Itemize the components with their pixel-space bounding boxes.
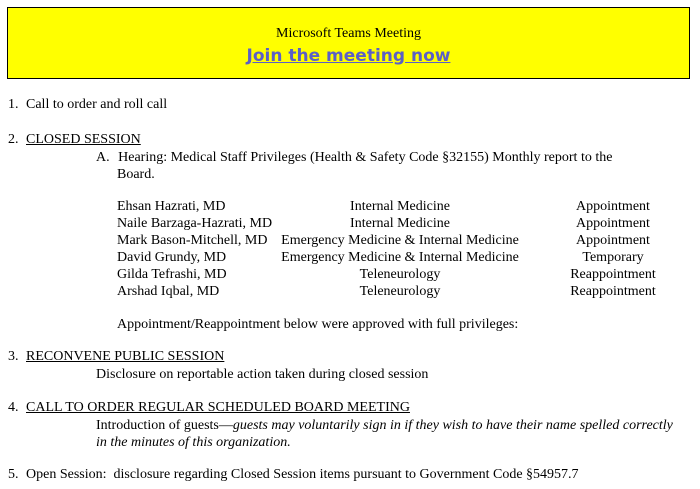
- hearing-description: (Health & Safety Code §32155) Monthly report to the: [306, 150, 613, 165]
- open-session-label: Open Session:: [26, 467, 107, 482]
- guests-intro-text: Introduction of guests—: [96, 418, 233, 433]
- staff-status: Temporary: [582, 250, 644, 265]
- item-number: 5.: [8, 467, 19, 482]
- staff-specialty: Emergency Medicine & Internal Medicine: [281, 233, 519, 248]
- banner-title: Microsoft Teams Meeting: [276, 26, 421, 41]
- staff-status: Reappointment: [570, 284, 656, 299]
- hearing-subitem: [96, 150, 612, 166]
- reconvene-body: Disclosure on reportable action taken during closed session: [96, 367, 429, 382]
- staff-status: Appointment: [576, 199, 650, 214]
- staff-name: Ehsan Hazrati, MD: [117, 199, 226, 214]
- staff-name: Mark Bason-Mitchell, MD: [117, 233, 268, 248]
- staff-specialty: Internal Medicine: [350, 199, 450, 214]
- teams-meeting-banner: [7, 7, 690, 79]
- staff-specialty: Teleneurology: [359, 284, 441, 299]
- sub-letter: A.: [96, 150, 110, 165]
- open-session-text: disclosure regarding Closed Session items pursuant to Government Code §54957.7: [106, 467, 579, 482]
- reconvene-heading: RECONVENE PUBLIC SESSION: [26, 349, 225, 364]
- item-number: 1.: [8, 97, 19, 112]
- staff-status: Reappointment: [570, 267, 656, 282]
- guests-intro: [96, 418, 673, 434]
- staff-specialty: Teleneurology: [359, 267, 441, 282]
- staff-specialty: Internal Medicine: [350, 216, 450, 231]
- agenda-item-4: [8, 400, 410, 416]
- closed-session-heading: CLOSED SESSION: [26, 132, 141, 147]
- hearing-description-line2: Board.: [117, 167, 155, 182]
- guests-note-line2: in the minutes of this organization.: [96, 435, 291, 450]
- approval-note: Appointment/Reappointment below were approved with full privileges:: [117, 317, 519, 332]
- call-to-order-heading: CALL TO ORDER REGULAR SCHEDULED BOARD MEETING: [26, 400, 410, 415]
- item-text: Call to order and roll call: [26, 97, 168, 112]
- agenda-item-1: [8, 97, 167, 113]
- staff-status: Appointment: [576, 233, 650, 248]
- hearing-title: Hearing: Medical Staff Privileges: [118, 150, 307, 165]
- staff-status: Appointment: [576, 216, 650, 231]
- staff-name: Naile Barzaga-Hazrati, MD: [117, 216, 273, 231]
- guests-note: guests may voluntarily sign in if they wish to have their name spelled correctly: [232, 418, 673, 433]
- staff-specialty: Emergency Medicine & Internal Medicine: [281, 250, 519, 265]
- staff-name: Gilda Tefrashi, MD: [117, 267, 227, 282]
- staff-name: Arshad Iqbal, MD: [117, 284, 220, 299]
- item-number: 3.: [8, 349, 19, 364]
- item-number: 2.: [8, 132, 19, 147]
- agenda-item-2: [8, 132, 141, 148]
- agenda-item-3: [8, 349, 224, 365]
- agenda-item-5: [8, 467, 579, 483]
- item-number: 4.: [8, 400, 19, 415]
- join-meeting-link[interactable]: Join the meeting now: [246, 46, 451, 66]
- staff-name: David Grundy, MD: [117, 250, 227, 265]
